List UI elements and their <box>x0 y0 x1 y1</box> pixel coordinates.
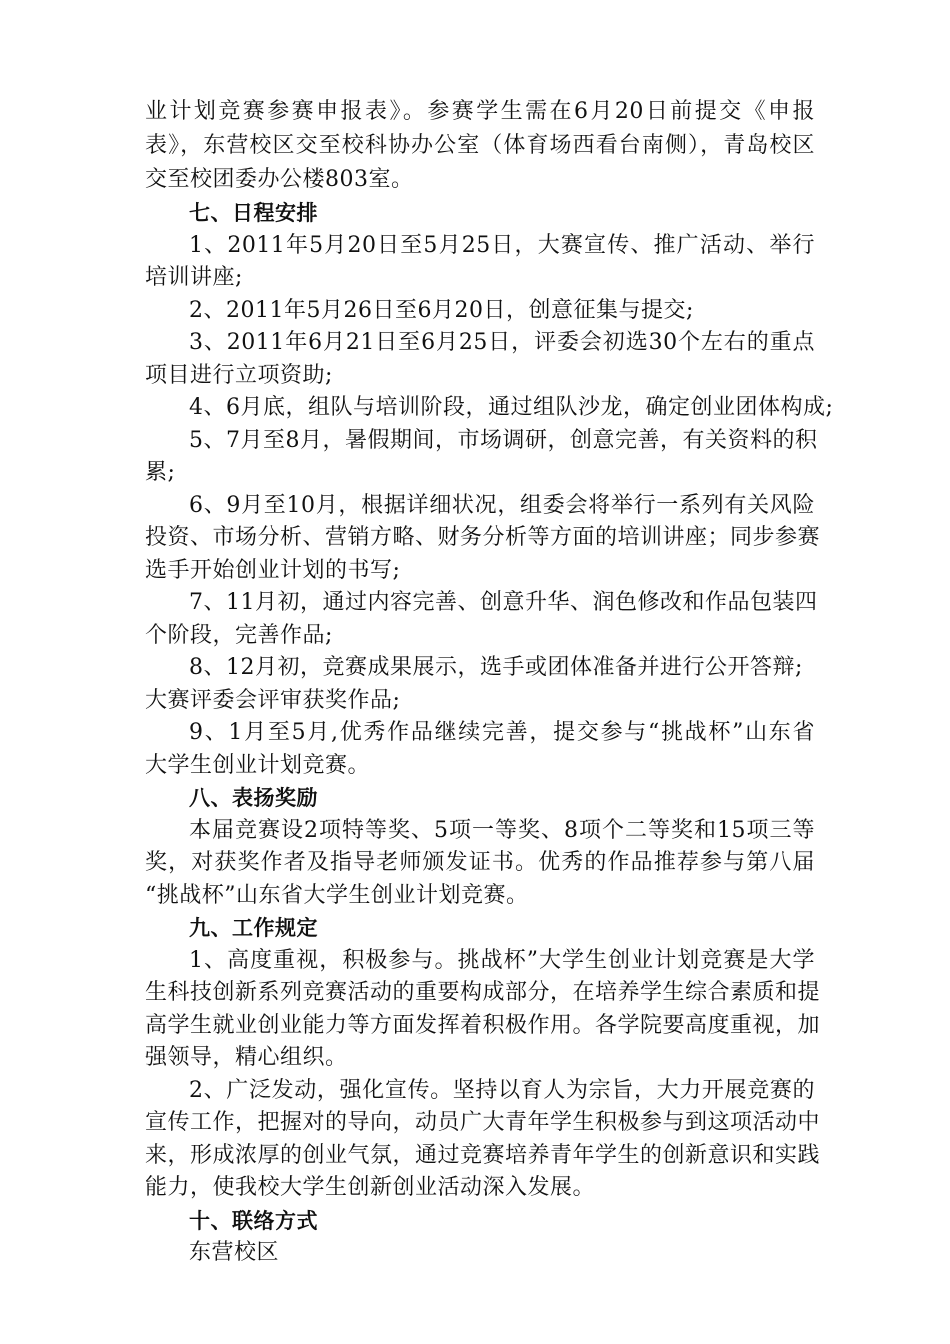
body-text-line: 生科技创新系列竞赛活动的重要构成部分，在培养学生综合素质和提 <box>145 980 821 1005</box>
body-text-line: 交至校团委办公楼803室。 <box>145 167 414 192</box>
list-item-text: 7、11月初，通过内容完善、创意升华、润色修改和作品包装四 <box>189 590 818 615</box>
body-text-line: 表》，东营校区交至校科协办公室（体育场西看台南侧），青岛校区 <box>145 133 815 158</box>
list-item-text: 2、2011年5月26日至6月20日，创意征集与提交; <box>189 298 694 323</box>
list-item-text: 3、2011年6月21日至6月25日，评委会初选30个左右的重点 <box>189 330 815 355</box>
body-text-line: 强领导，精心组织。 <box>145 1045 348 1070</box>
body-text-line: 大赛评委会评审获奖作品; <box>145 688 401 713</box>
body-text-line: 项目进行立项资助; <box>145 363 333 388</box>
body-text-line: 本届竞赛设2项特等奖、5项一等奖、8项个二等奖和15项三等 <box>189 818 815 843</box>
section-heading-schedule: 七、日程安排 <box>189 201 318 225</box>
list-item-text: 1、2011年5月20日至5月25日，大赛宣传、推广活动、举行 <box>189 233 815 258</box>
list-item-text: 8、12月初，竞赛成果展示，选手或团体准备并进行公开答辩; <box>189 655 803 680</box>
section-heading-contact: 十、联络方式 <box>189 1209 318 1233</box>
body-text-line: “挑战杯”山东省大学生创业计划竞赛。 <box>145 883 529 908</box>
body-text-line: 来，形成浓厚的创业气氛，通过竞赛培养青年学生的创新意识和实践 <box>145 1143 821 1168</box>
list-item-text: 5、7月至8月，暑假期间，市场调研，创意完善，有关资料的积 <box>189 428 818 453</box>
body-text-line: 业计划竞赛参赛申报表》。参赛学生需在6月20日前提交《申报 <box>145 99 815 124</box>
list-item-text: 6、9月至10月，根据详细状况，组委会将举行一系列有关风险 <box>189 493 815 518</box>
list-item-text: 2、广泛发动，强化宣传。坚持以育人为宗旨，大力开展竞赛的 <box>189 1078 815 1103</box>
body-text-line: 投资、市场分析、营销方略、财务分析等方面的培训讲座；同步参赛 <box>145 525 821 550</box>
body-text-line: 高学生就业创业能力等方面发挥着积极作用。各学院要高度重视，加 <box>145 1013 821 1038</box>
body-text-line: 东营校区 <box>189 1240 280 1265</box>
section-heading-awards: 八、表扬奖励 <box>189 786 318 810</box>
body-text-line: 宣传工作，把握对的导向，动员广大青年学生积极参与到这项活动中 <box>145 1110 821 1135</box>
body-text-line: 奖，对获奖作者及指导老师颁发证书。优秀的作品推荐参与第八届 <box>145 850 815 875</box>
section-heading-work-rules: 九、工作规定 <box>189 916 318 940</box>
body-text-line: 培训讲座; <box>145 265 243 290</box>
list-item-text: 4、6月底，组队与培训阶段，通过组队沙龙，确定创业团体构成; <box>189 395 834 420</box>
body-text-line: 大学生创业计划竞赛。 <box>145 753 371 778</box>
body-text-line: 个阶段，完善作品; <box>145 623 333 648</box>
body-text-line: 累; <box>145 460 176 485</box>
list-item-text: 9、1月至5月,优秀作品继续完善，提交参与“挑战杯”山东省 <box>189 720 815 745</box>
body-text-line: 选手开始创业计划的书写; <box>145 558 401 583</box>
list-item-text: 1、高度重视，积极参与。挑战杯”大学生创业计划竞赛是大学 <box>189 948 815 973</box>
body-text-line: 能力，使我校大学生创新创业活动深入发展。 <box>145 1175 596 1200</box>
